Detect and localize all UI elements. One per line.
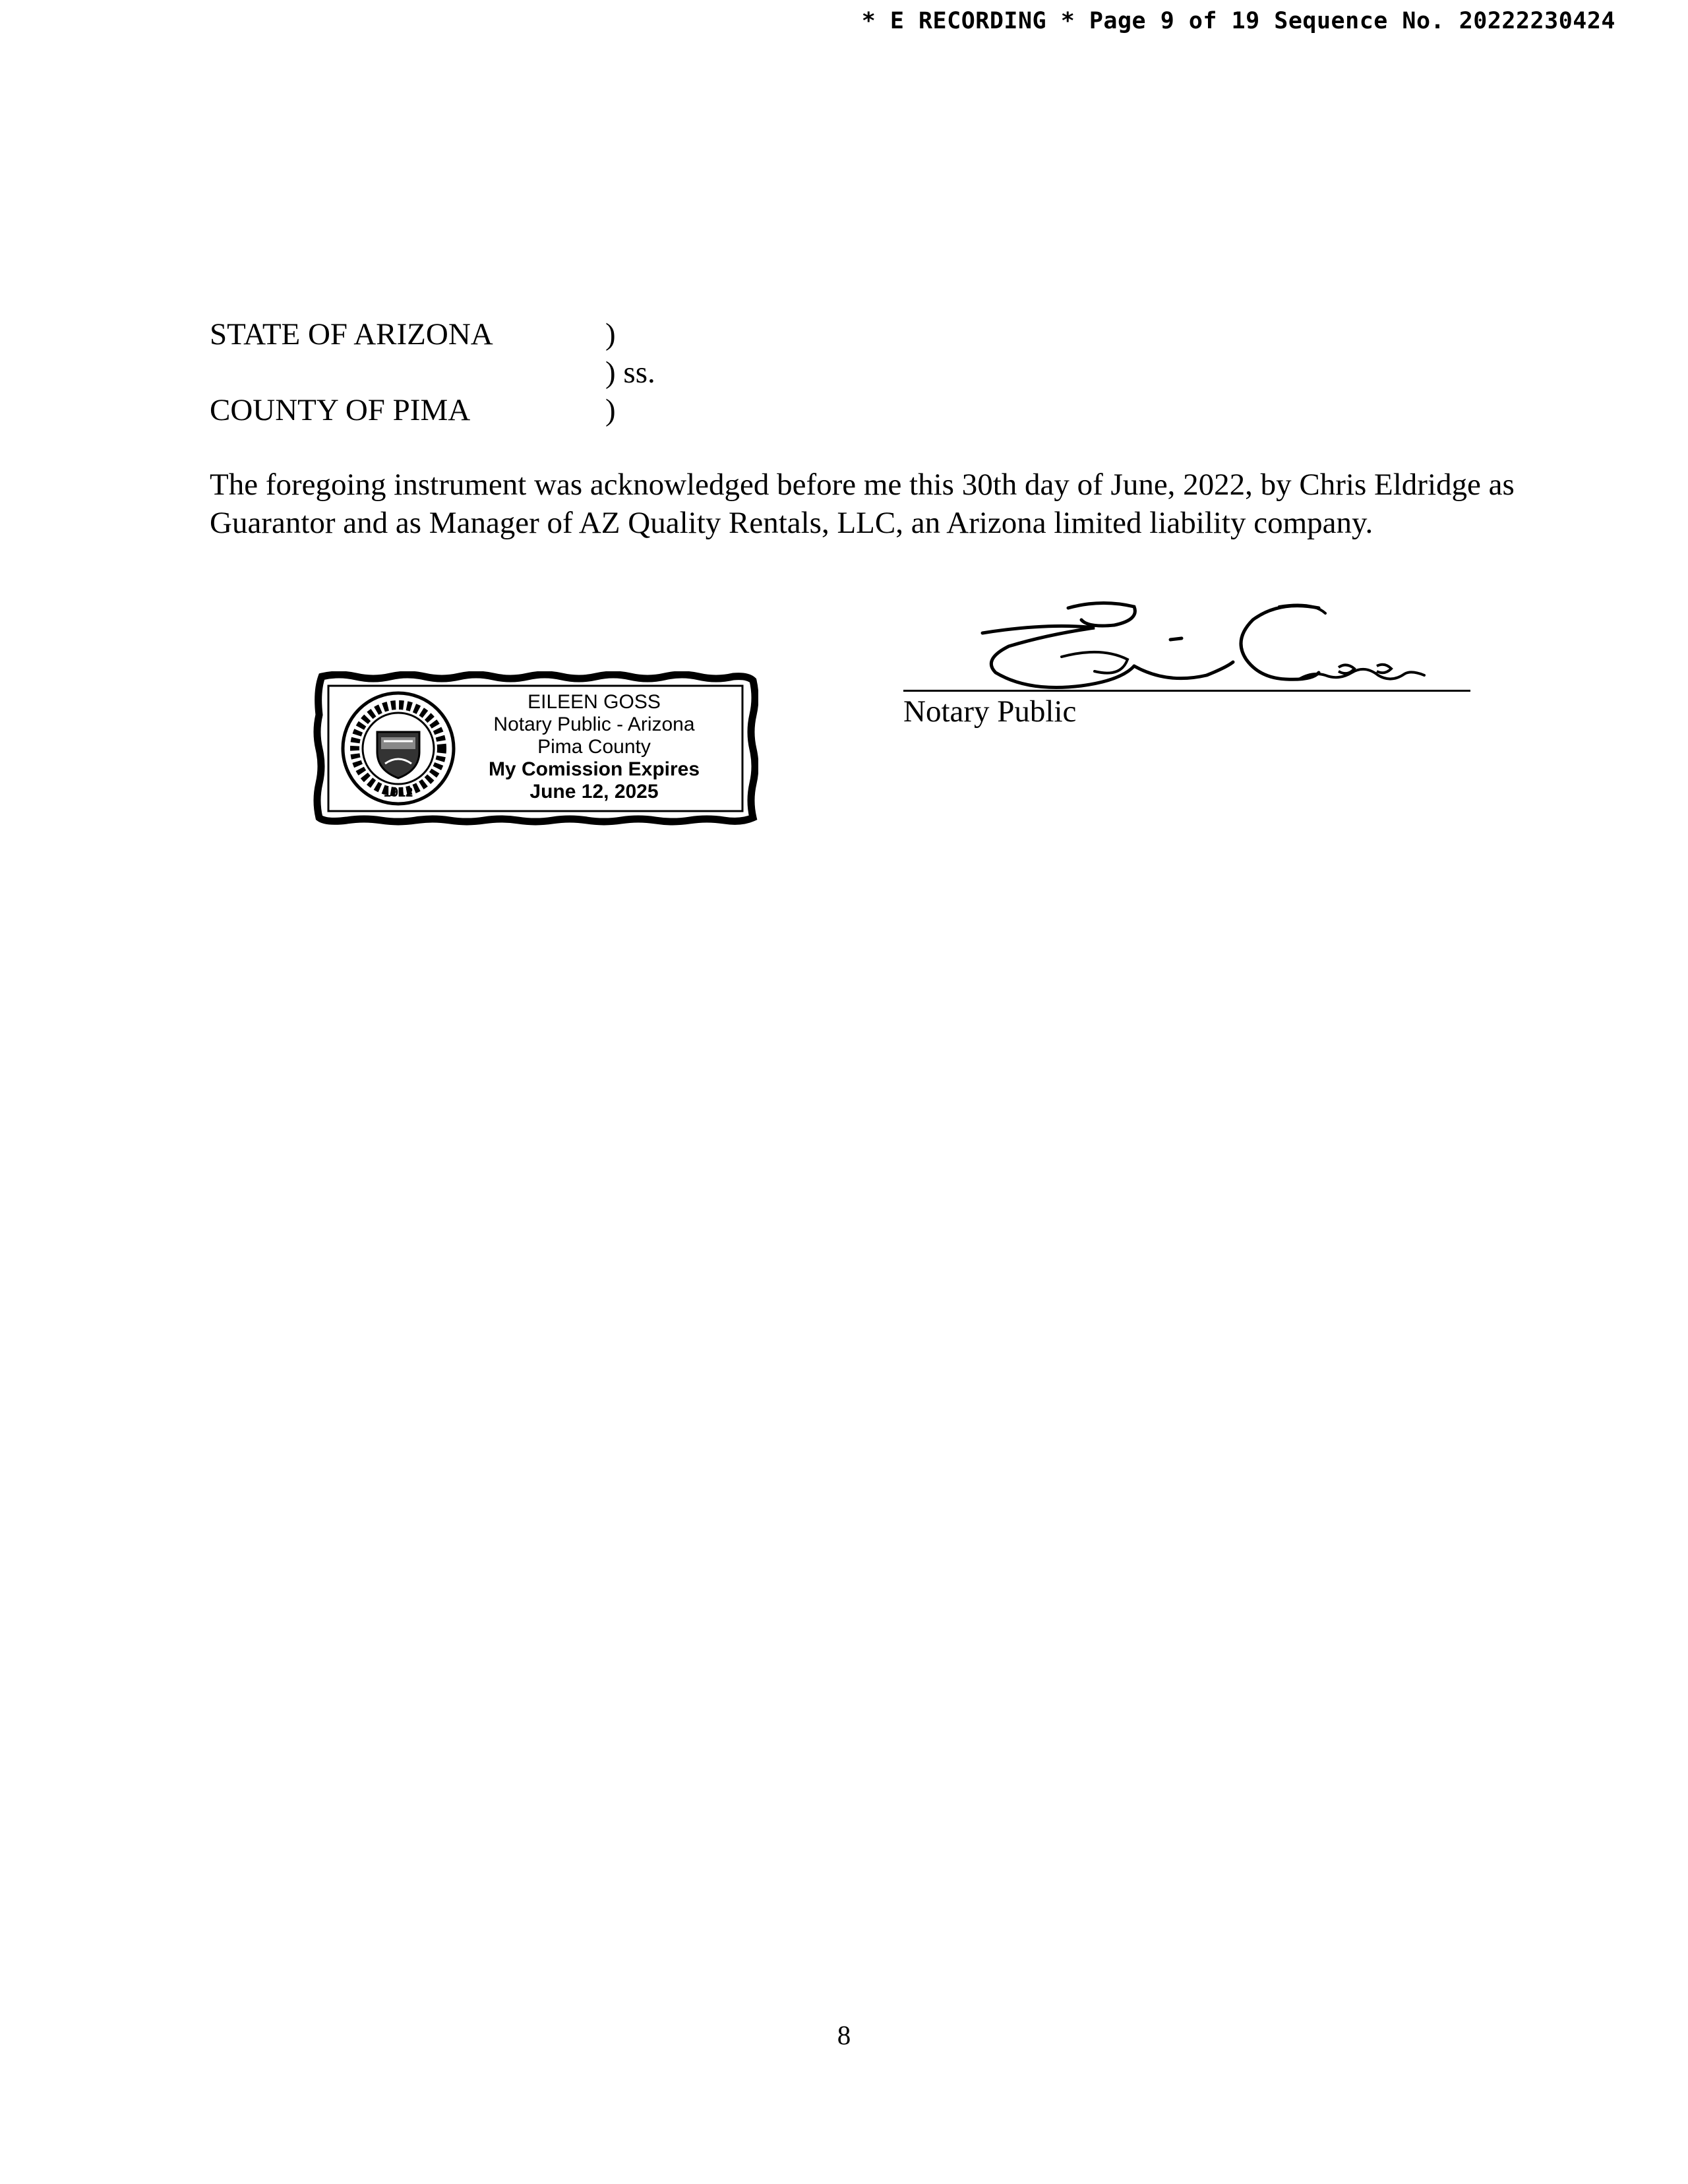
great-seal-icon [339, 686, 458, 811]
signature-line [903, 690, 1470, 692]
recording-header: * E RECORDING * Page 9 of 19 Sequence No. 20222230424 [861, 8, 1615, 34]
notary-signature [969, 593, 1444, 706]
svg-text:1912: 1912 [383, 785, 413, 800]
acknowledgment-paragraph: The foregoing instrument was acknowledged before me this 30th day of June, 2022, by Chris Eldridge as Guarantor and as Manager of AZ Quality Rentals, LLC, an Arizona limited liability company. [210, 468, 1515, 540]
stamp-title: Notary Public - Arizona [493, 713, 695, 735]
page-number: 8 [837, 2020, 851, 2050]
stamp-expiry: June 12, 2025 [529, 781, 659, 803]
stamp-commission-label: My Comission Expires [488, 758, 700, 780]
venue-paren-bottom: ) [605, 393, 616, 427]
venue-state: STATE OF ARIZONA [210, 317, 493, 351]
venue-county: COUNTY OF PIMA [210, 393, 471, 427]
stamp-text-block [466, 691, 723, 803]
stamp-county: Pima County [537, 736, 651, 758]
venue-paren-top: ) [605, 317, 616, 351]
notary-stamp [313, 671, 758, 826]
notary-public-label: Notary Public [903, 694, 1077, 729]
stamp-name: EILEEN GOSS [528, 691, 661, 713]
venue-paren-ss: ) ss. [605, 355, 655, 390]
